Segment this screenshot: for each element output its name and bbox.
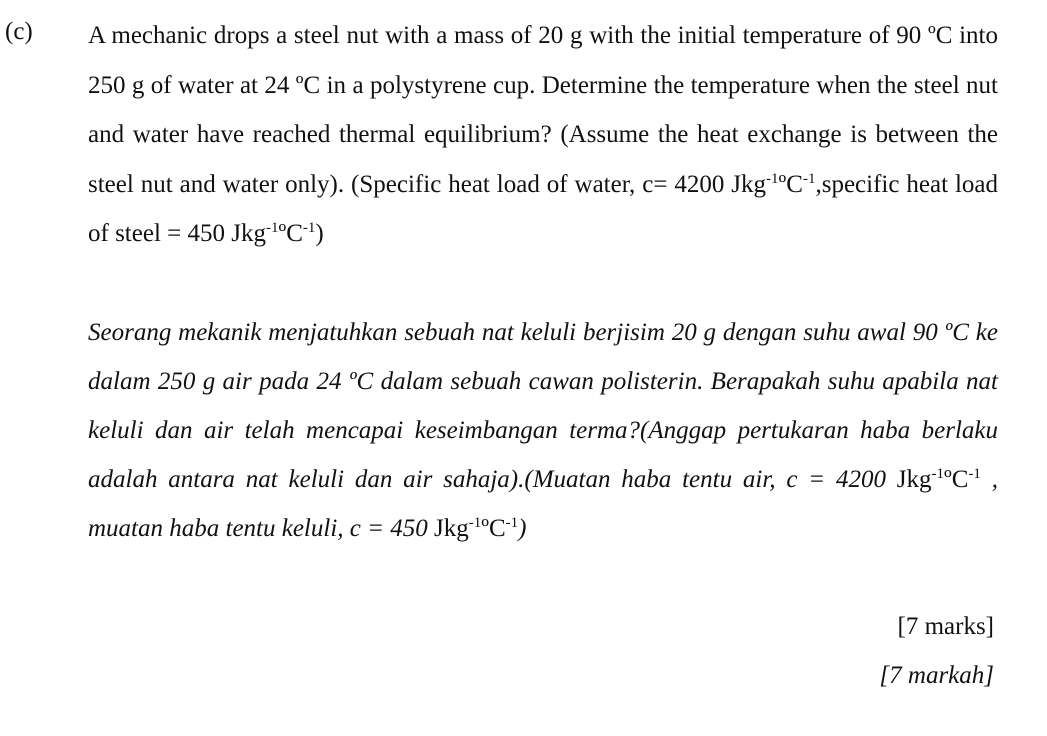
english-exponent-2: -1 (802, 170, 816, 187)
malay-mid-text: , muatan haba tentu keluli, c = 450 (88, 466, 998, 542)
malay-exponent-4: -1 (505, 515, 519, 531)
malay-end: ) (518, 515, 527, 542)
english-mid-text: ,specific heat load of steel = 450 Jkg (88, 170, 998, 247)
question-label: (c) (5, 18, 33, 45)
malay-unit-2a: Jkg (433, 515, 469, 542)
english-exponent-3: -1 (265, 220, 279, 236)
malay-exponent-1: -1 (931, 466, 944, 482)
english-exponent-4: -1 (302, 220, 316, 236)
malay-unit-1a: Jkg (896, 466, 932, 493)
question-text-english (88, 11, 998, 259)
marks-malay: [7 markah] (879, 662, 994, 689)
english-unit-1: ºC (778, 170, 803, 198)
english-unit-2: ºC (278, 220, 303, 247)
english-body: A mechanic drops a steel nut with a mass of 20 g with the initial temperature of 90 ºC into 250 g of water at 24 ºC in a polystyrene cup. Determine the temperature when the steel nut and water have reached thermal equilibrium? (Assume the heat exchange is between the steel nut and water only). (Specific heat load of water, c= 4200 Jkg (88, 22, 998, 198)
question-text-malay (88, 308, 998, 553)
english-exponent-1: -1 (766, 170, 779, 187)
malay-body: Seorang mekanik menjatuhkan sebuah nat keluli berjisim 20 g dengan suhu awal 90 ºC ke dalam 250 g air pada 24 ºC dalam sebuah cawan polisterin. Berapakah suhu apabila nat keluli dan air telah mencapai keseimbangan terma?(Anggap pertukaran haba berlaku adalah antara nat keluli dan air sahaja).(Muatan haba tentu air, c = 4200 (88, 319, 998, 493)
marks-english: [7 marks] (897, 613, 994, 640)
malay-unit-1b: ºC (944, 466, 969, 493)
malay-exponent-2: -1 (968, 466, 981, 482)
malay-unit-2b: ºC (481, 515, 506, 542)
english-end: ) (315, 220, 324, 247)
malay-exponent-3: -1 (468, 515, 482, 531)
